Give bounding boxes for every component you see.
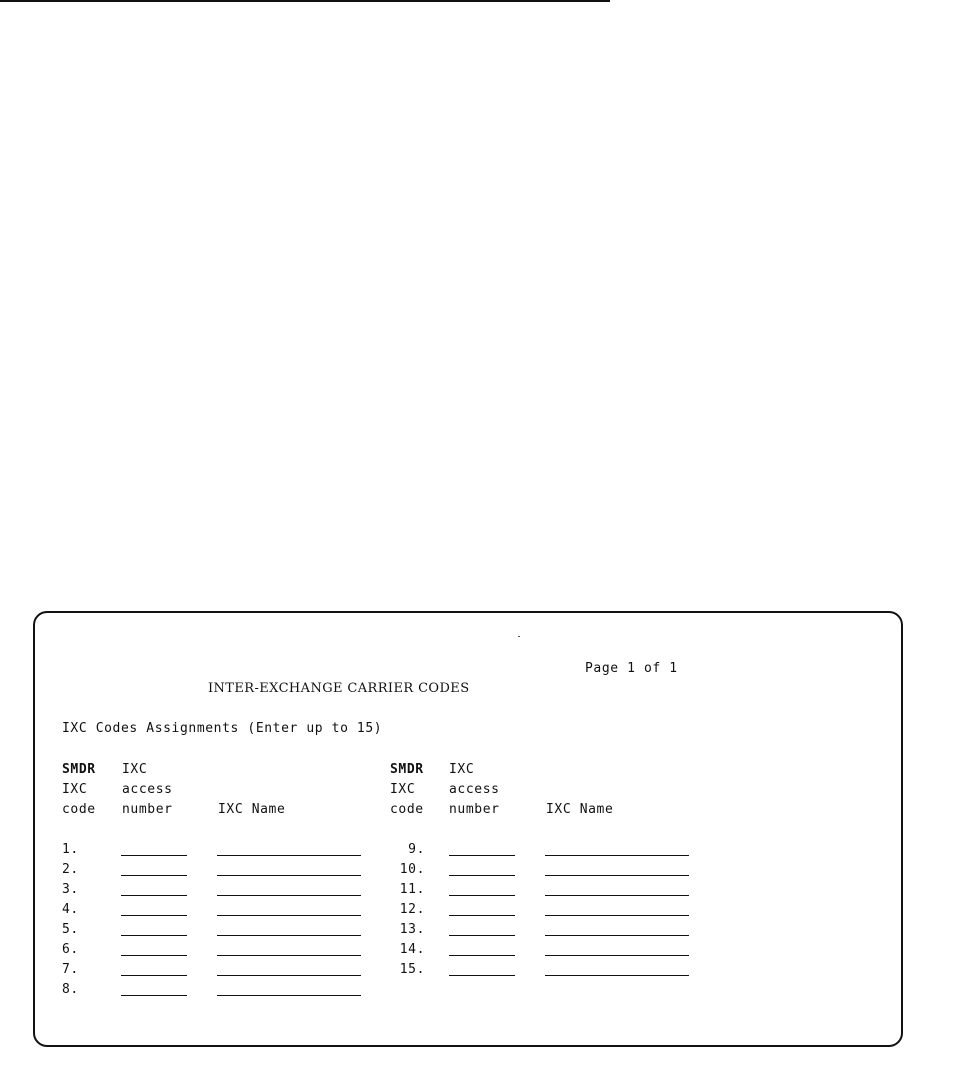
row-code-8: 8. <box>62 982 79 997</box>
row-code-11: 11. <box>399 882 425 897</box>
header-code-left: code <box>62 802 96 817</box>
ixc-name-field-1[interactable] <box>217 855 361 856</box>
ixc-name-field-12[interactable] <box>545 915 689 916</box>
ixc-name-field-8[interactable] <box>217 995 361 996</box>
access-number-field-3[interactable] <box>121 895 187 896</box>
access-number-field-12[interactable] <box>449 915 515 916</box>
access-number-field-10[interactable] <box>449 875 515 876</box>
header-ixc-right: IXC <box>390 782 416 797</box>
header-smdr-right: SMDR <box>390 762 424 777</box>
access-number-field-7[interactable] <box>121 975 187 976</box>
ixc-name-field-9[interactable] <box>545 855 689 856</box>
header-number-right: number <box>449 802 500 817</box>
row-code-2: 2. <box>62 862 79 877</box>
header-code-right: code <box>390 802 424 817</box>
page-indicator: Page 1 of 1 <box>585 661 678 676</box>
header-ixc-name-right: IXC Name <box>546 802 614 817</box>
header-ixc-access-left: IXC <box>122 762 148 777</box>
row-code-5: 5. <box>62 922 79 937</box>
access-number-field-2[interactable] <box>121 875 187 876</box>
row-code-10: 10. <box>399 862 425 877</box>
ixc-name-field-11[interactable] <box>545 895 689 896</box>
header-access-right: access <box>449 782 500 797</box>
header-number-left: number <box>122 802 173 817</box>
header-smdr-left: SMDR <box>62 762 96 777</box>
row-code-3: 3. <box>62 882 79 897</box>
ixc-name-field-2[interactable] <box>217 875 361 876</box>
ixc-name-field-6[interactable] <box>217 955 361 956</box>
access-number-field-14[interactable] <box>449 955 515 956</box>
header-ixc-left: IXC <box>62 782 88 797</box>
screen-title: INTER-EXCHANGE CARRIER CODES <box>208 681 470 696</box>
top-rule <box>0 0 610 2</box>
ixc-name-field-7[interactable] <box>217 975 361 976</box>
ixc-name-field-13[interactable] <box>545 935 689 936</box>
row-code-7: 7. <box>62 962 79 977</box>
row-code-13: 13. <box>399 922 425 937</box>
row-code-6: 6. <box>62 942 79 957</box>
access-number-field-4[interactable] <box>121 915 187 916</box>
ixc-name-field-4[interactable] <box>217 915 361 916</box>
assignments-caption: IXC Codes Assignments (Enter up to 15) <box>62 721 383 736</box>
ixc-name-field-5[interactable] <box>217 935 361 936</box>
row-code-4: 4. <box>62 902 79 917</box>
access-number-field-6[interactable] <box>121 955 187 956</box>
ixc-name-field-10[interactable] <box>545 875 689 876</box>
ixc-name-field-15[interactable] <box>545 975 689 976</box>
row-code-15: 15. <box>399 962 425 977</box>
header-ixc-access-right: IXC <box>449 762 475 777</box>
header-access-left: access <box>122 782 173 797</box>
access-number-field-13[interactable] <box>449 935 515 936</box>
terminal-screen-frame <box>33 611 903 1047</box>
access-number-field-15[interactable] <box>449 975 515 976</box>
ixc-name-field-3[interactable] <box>217 895 361 896</box>
row-code-1: 1. <box>62 842 79 857</box>
access-number-field-8[interactable] <box>121 995 187 996</box>
access-number-field-9[interactable] <box>449 855 515 856</box>
access-number-field-11[interactable] <box>449 895 515 896</box>
row-code-14: 14. <box>399 942 425 957</box>
access-number-field-1[interactable] <box>121 855 187 856</box>
access-number-field-5[interactable] <box>121 935 187 936</box>
ixc-name-field-14[interactable] <box>545 955 689 956</box>
header-ixc-name-left: IXC Name <box>218 802 286 817</box>
row-code-12: 12. <box>399 902 425 917</box>
row-code-9: 9. <box>408 842 425 857</box>
screen-speck <box>518 636 520 637</box>
